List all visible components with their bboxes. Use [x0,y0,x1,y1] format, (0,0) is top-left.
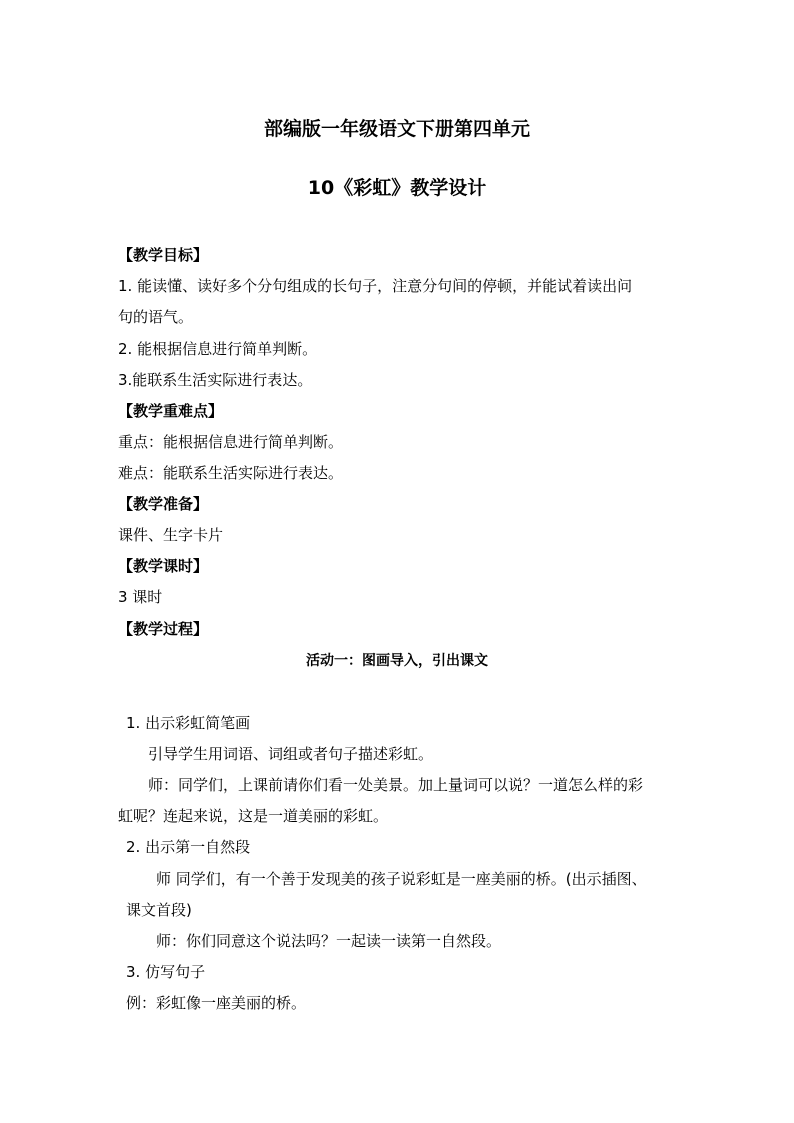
section-heading-hours: 【教学课时】 [118,557,209,575]
key-point: 重点：能根据信息进行简单判断。 [118,433,344,451]
step-2-teacher-continued: 课文首段) [126,901,192,919]
step-1: 1. 出示彩虹简笔画 [126,714,251,732]
goal-item-2: 2. 能根据信息进行简单判断。 [118,340,318,358]
activity-heading: 活动一：图画导入，引出课文 [306,653,488,669]
step-3-example: 例：彩虹像一座美丽的桥。 [126,994,307,1012]
step-3: 3. 仿写句子 [126,963,206,981]
section-heading-process: 【教学过程】 [118,620,209,638]
section-heading-preparation: 【教学准备】 [118,495,209,513]
goal-item-3: 3.能联系生活实际进行表达。 [118,371,313,389]
hours-text: 3 课时 [118,588,163,606]
step-1-teacher-continued: 虹呢？连起来说，这是一道美丽的彩虹。 [118,807,389,825]
difficult-point: 难点：能联系生活实际进行表达。 [118,464,344,482]
goal-item-1-continued: 句的语气。 [118,308,194,326]
lesson-title: 10《彩虹》教学设计 [307,177,487,199]
goal-item-1: 1. 能读懂、读好多个分句组成的长句子，注意分句间的停顿，并能试着读出问 [118,277,633,295]
preparation-text: 课件、生字卡片 [118,526,224,544]
step-1-guide: 引导学生用词语、词组或者句子描述彩虹。 [148,745,434,763]
step-2: 2. 出示第一自然段 [126,838,251,856]
section-heading-key-points: 【教学重难点】 [118,402,224,420]
step-2-teacher: 师 同学们，有一个善于发现美的孩子说彩虹是一座美丽的桥。(出示插图、 [156,870,647,888]
step-1-teacher: 师：同学们，上课前请你们看一处美景。加上量词可以说？一道怎么样的彩 [148,776,644,794]
section-heading-goals: 【教学目标】 [118,246,209,264]
document-title: 部编版一年级语文下册第四单元 [263,118,530,140]
step-2-teacher-question: 师：你们同意这个说法吗？一起读一读第一自然段。 [156,932,502,950]
